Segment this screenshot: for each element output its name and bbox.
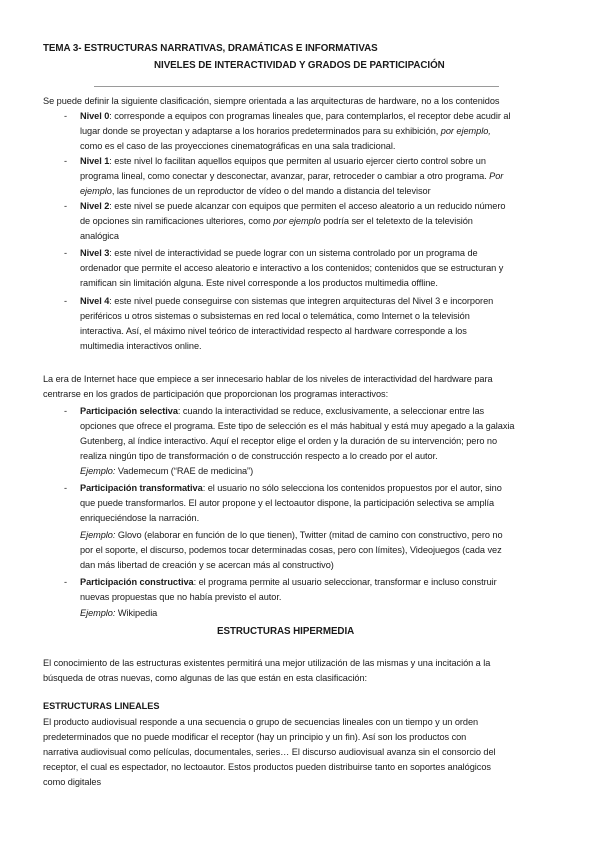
example-line: Ejemplo: Vademecum (“RAE de medicina”) xyxy=(80,466,254,476)
list-bullet: - xyxy=(64,156,68,166)
list-item: Nivel 4: este nivel puede conseguirse con sistemas que integren arquitecturas del Nivel 3 e incorporen xyxy=(80,296,494,306)
paragraph-line: centrarse en los grados de participación que proporcionan los programas interactivos: xyxy=(43,389,389,399)
example-line: por el soporte, el discurso, podemos tocar determinadas cosas, pero con límites), Videojuegos (cada vez xyxy=(80,545,502,555)
list-item: Nivel 1: este nivel lo facilitan aquellos equipos que permiten al usuario ejercer cierto control sobre un xyxy=(80,156,486,166)
list-item-line: ramifican sin limitación alguna. Este nivel corresponde a los productos multimedia offline. xyxy=(80,278,438,288)
level-label: Nivel 3 xyxy=(80,248,110,258)
list-bullet: - xyxy=(64,248,68,258)
participation-label: Participación constructiva xyxy=(80,577,194,587)
paragraph-line: El conocimiento de las estructuras existentes permitirá una mejor utilización de las mismas y una incitación a la xyxy=(43,658,491,668)
list-item: Participación transformativa: el usuario no sólo selecciona los contenidos propuestos por el autor, sino xyxy=(80,483,502,493)
linear-heading: ESTRUCTURAS LINEALES xyxy=(43,701,160,711)
divider-line xyxy=(94,86,499,87)
list-item-line: interactiva. Así, el máximo nivel teórico de interactividad respecto al hardware corresponde a los xyxy=(80,326,467,336)
example-line: Ejemplo: Glovo (elaborar en función de lo que tienen), Twitter (mitad de camino con constructivo, pero no xyxy=(80,530,503,540)
list-item-line: realiza ningún tipo de transformación o de construcción respecto a lo creado por el autor. xyxy=(80,451,438,461)
level-label: Nivel 4 xyxy=(80,296,110,306)
list-item-line: enriqueciéndose la narración. xyxy=(80,513,200,523)
example-line: Ejemplo: Wikipedia xyxy=(80,608,158,618)
participation-label: Participación transformativa xyxy=(80,483,203,493)
list-item: Nivel 2: este nivel se puede alcanzar con equipos que permiten el acceso aleatorio a un reducido número xyxy=(80,201,506,211)
list-item-line: ejemplo, las funciones de un reproductor de vídeo o del mando a distancia del televisor xyxy=(80,186,431,196)
paragraph-line: La era de Internet hace que empiece a ser innecesario hablar de los niveles de interactividad del hardware para xyxy=(43,374,493,384)
intro-text: Se puede definir la siguiente clasificación, siempre orientada a las arquitecturas de hardware, no a los contenidos xyxy=(43,96,500,106)
paragraph-line: El producto audiovisual responde a una secuencia o grupo de secuencias lineales con un tiempo y un orden xyxy=(43,717,479,727)
level-label: Nivel 2 xyxy=(80,201,110,211)
list-item: Nivel 0: corresponde a equipos con programas lineales que, para contemplarlos, el receptor debe acudir al xyxy=(80,111,511,121)
list-bullet: - xyxy=(64,201,68,211)
list-bullet: - xyxy=(64,296,68,306)
list-item-line: que puede transformarlos. El autor propone y el lectoautor dispone, la participación selectiva se amplía xyxy=(80,498,495,508)
topic-title: TEMA 3- ESTRUCTURAS NARRATIVAS, DRAMÁTICAS E INFORMATIVAS xyxy=(43,43,378,54)
level-label: Nivel 1 xyxy=(80,156,110,166)
list-item-line: multimedia interactivos online. xyxy=(80,341,202,351)
list-item: Participación selectiva: cuando la interactividad se reduce, exclusivamente, a seleccionar entre las xyxy=(80,406,485,416)
paragraph-line: predeterminados que no puede modificar el receptor (hay un principio y un fin). Así son los productos con xyxy=(43,732,467,742)
list-item: Nivel 3: este nivel de interactividad se puede lograr con un sistema controlado por un programa de xyxy=(80,248,478,258)
list-item-line: nuevas propuestas que no había previsto el autor. xyxy=(80,592,282,602)
list-bullet: - xyxy=(64,406,68,416)
list-item: Participación constructiva: el programa permite al usuario seleccionar, transformar e incluso construir xyxy=(80,577,497,587)
list-item-line: programa lineal, como conectar y desconectar, avanzar, parar, retroceder o cambiar a otro programa. Por xyxy=(80,171,504,181)
list-item-line: periféricos u otros sistemas o subsistemas en red local o telemática, como Internet o la televisión xyxy=(80,311,470,321)
example-line: dan más libertad de creación y se acercan más al constructivo) xyxy=(80,560,334,570)
list-bullet: - xyxy=(64,483,68,493)
level-label: Nivel 0 xyxy=(80,111,110,121)
hypermedia-heading: ESTRUCTURAS HIPERMEDIA xyxy=(217,626,355,637)
paragraph-line: narrativa audiovisual como películas, documentales, series… El discurso audiovisual avanza sin el consorcio del xyxy=(43,747,496,757)
list-item-line: como es el caso de las proyecciones cinematográficas en una sala tradicional. xyxy=(80,141,396,151)
list-item-line: lugar donde se proyectan y adaptarse a los horarios predeterminados para su exhibición, por ejemplo, xyxy=(80,126,491,136)
participation-label: Participación selectiva xyxy=(80,406,178,416)
list-item-line: ordenador que permite el acceso aleatorio e interactivo a los contenidos; contenidos que se estructuran y xyxy=(80,263,504,273)
list-item-line: opciones que ofrece el programa. Este tipo de selección es el más habitual y está muy apegado a la galaxia xyxy=(80,421,515,431)
paragraph-line: receptor, el cual es espectador, no lectoautor. Estos productos pueden distribuirse tanto en soportes analógicos xyxy=(43,762,491,772)
paragraph-line: como digitales xyxy=(43,777,102,787)
list-bullet: - xyxy=(64,577,68,587)
section-subtitle: NIVELES DE INTERACTIVIDAD Y GRADOS DE PARTICIPACIÓN xyxy=(154,60,445,71)
list-bullet: - xyxy=(64,111,68,121)
list-item-line: analógica xyxy=(80,231,119,241)
list-item-line: de opciones sin ramificaciones ulteriores, como por ejemplo podría ser el teletexto de la televisión xyxy=(80,216,473,226)
list-item-line: Gutenberg, al índice interactivo. Aquí el receptor elige el orden y la duración de su intervención; pero no xyxy=(80,436,498,446)
paragraph-line: búsqueda de otras nuevas, como algunas de las que están en esta clasificación: xyxy=(43,673,368,683)
